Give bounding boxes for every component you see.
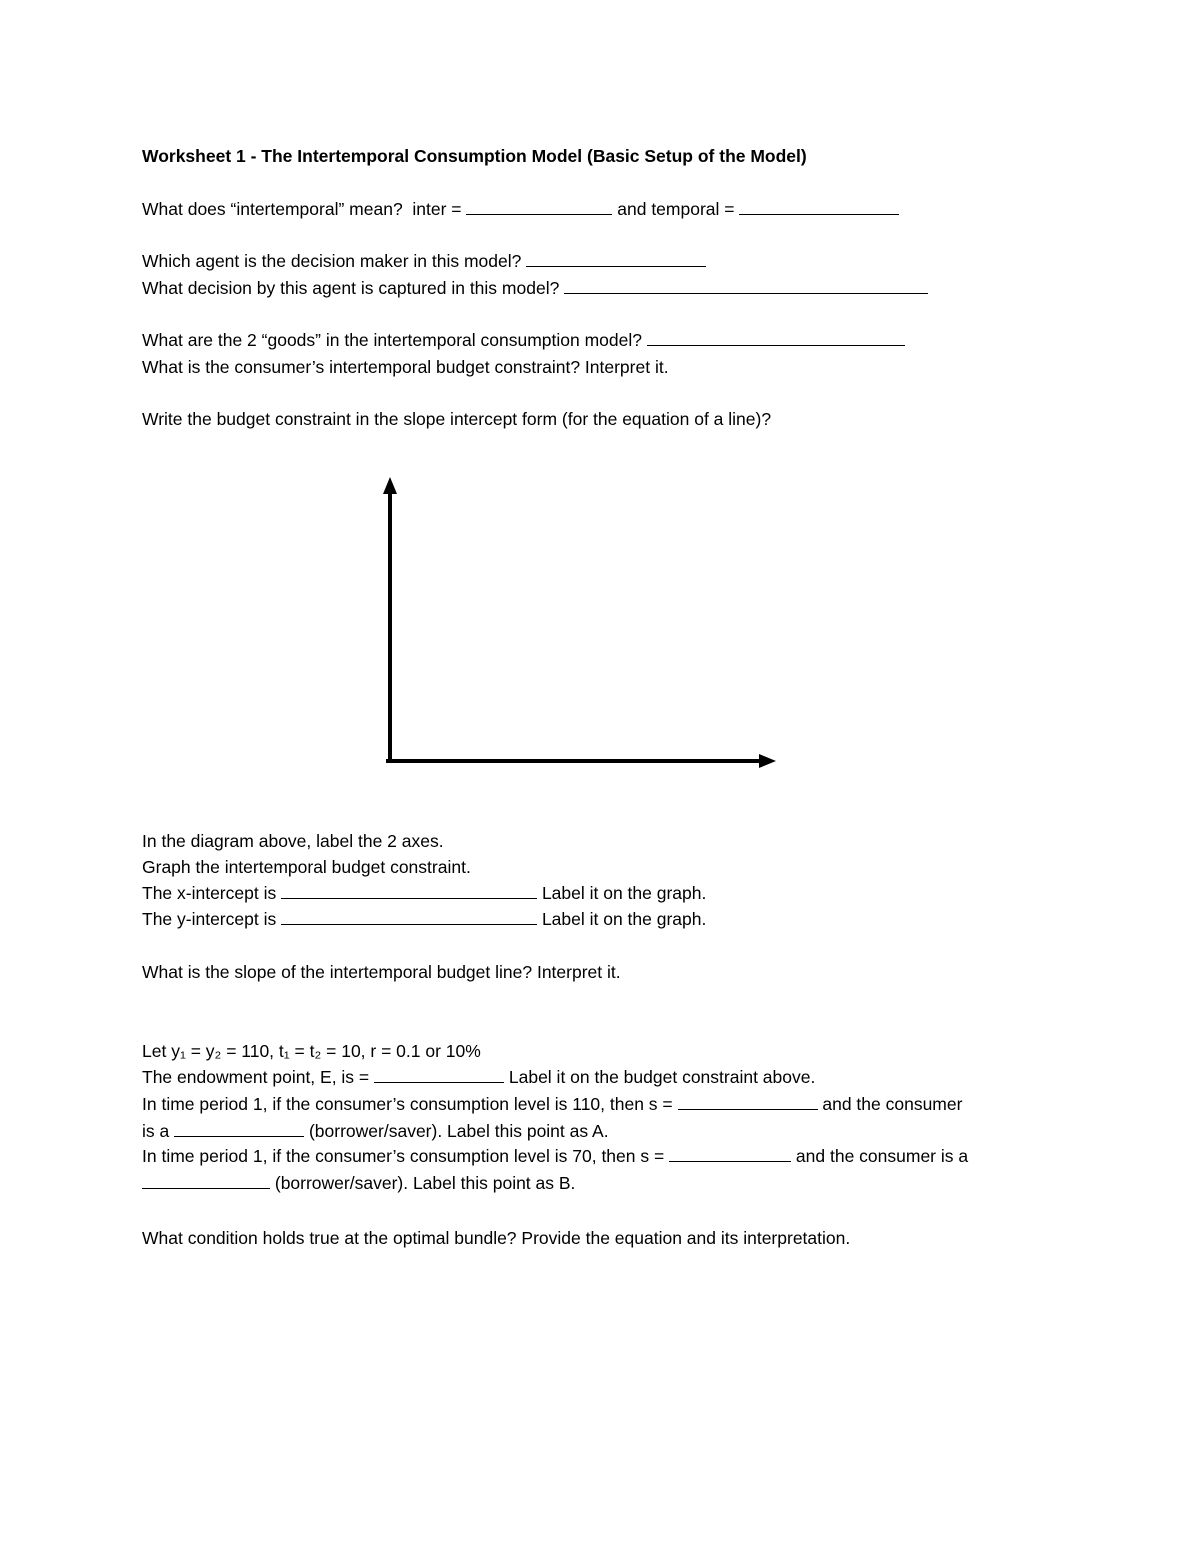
question-text: What decision by this agent is captured in this model? [142, 278, 565, 298]
question-optimal-bundle: What condition holds true at the optimal bundle? Provide the equation and its interpretation. [142, 1228, 851, 1248]
question-text: What are the 2 “goods” in the intertemporal consumption model? [142, 330, 647, 350]
question-slope-intercept-form: Write the budget constraint in the slope intercept form (for the equation of a line)? [142, 409, 772, 429]
question-text: In time period 1, if the consumer’s consumption level is 110, then s = [142, 1094, 678, 1114]
instruction-label-axes: In the diagram above, label the 2 axes. [142, 831, 444, 851]
answer-blank-type-b[interactable] [142, 1170, 270, 1189]
answer-blank-decision[interactable] [564, 275, 928, 294]
instruction-graph-constraint: Graph the intertemporal budget constraint. [142, 857, 471, 877]
answer-blank-goods[interactable] [647, 327, 905, 346]
question-endowment [142, 1064, 815, 1090]
question-decision-maker [142, 248, 706, 274]
question-text: (borrower/saver). Label this point as A. [304, 1121, 609, 1141]
answer-blank-savings-b[interactable] [669, 1143, 791, 1162]
answer-blank-agent[interactable] [526, 248, 706, 267]
question-two-goods [142, 327, 905, 353]
answer-blank-savings-a[interactable] [678, 1091, 818, 1110]
answer-blank-type-a[interactable] [174, 1118, 304, 1137]
answer-blank-x-intercept[interactable] [281, 880, 537, 899]
question-text: In time period 1, if the consumer’s consumption level is 70, then s = [142, 1146, 670, 1166]
question-decision [142, 275, 928, 301]
question-period-b-cont [142, 1170, 575, 1196]
question-text: and the consumer [817, 1094, 963, 1114]
question-text: is a [142, 1121, 175, 1141]
question-text: Which agent is the decision maker in this model? [142, 251, 527, 271]
answer-blank-temporal[interactable] [739, 196, 899, 215]
question-period-a [142, 1091, 962, 1117]
question-y-intercept [142, 906, 706, 932]
question-text: and the consumer is a [791, 1146, 969, 1166]
question-text: The endowment point, E, is = [142, 1067, 375, 1087]
question-text: and temporal = [612, 199, 740, 219]
x-axis-arrow-icon [759, 754, 776, 768]
question-text: Label it on the budget constraint above. [504, 1067, 816, 1087]
question-period-b [142, 1143, 968, 1169]
question-text: The y-intercept is [142, 909, 282, 929]
question-text: (borrower/saver). Label this point as B. [270, 1173, 576, 1193]
question-text: Label it on the graph. [537, 909, 707, 929]
question-text: Label it on the graph. [537, 883, 707, 903]
answer-blank-endowment[interactable] [374, 1064, 504, 1083]
worksheet-title: Worksheet 1 - The Intertemporal Consumption Model (Basic Setup of the Model) [142, 146, 807, 166]
y-axis-arrow-icon [383, 477, 397, 494]
question-intertemporal-meaning [142, 196, 899, 222]
question-text: What does “intertemporal” mean? inter = [142, 199, 467, 219]
given-values: Let y₁ = y₂ = 110, t₁ = t₂ = 10, r = 0.1 or 10% [142, 1041, 481, 1061]
blank-axes-diagram[interactable] [378, 472, 788, 772]
answer-blank-y-intercept[interactable] [281, 906, 537, 925]
question-budget-constraint: What is the consumer’s intertemporal budget constraint? Interpret it. [142, 357, 669, 377]
question-x-intercept [142, 880, 706, 906]
question-slope: What is the slope of the intertemporal budget line? Interpret it. [142, 962, 621, 982]
question-text: The x-intercept is [142, 883, 282, 903]
question-period-a-cont [142, 1118, 609, 1144]
answer-blank-inter[interactable] [466, 196, 612, 215]
